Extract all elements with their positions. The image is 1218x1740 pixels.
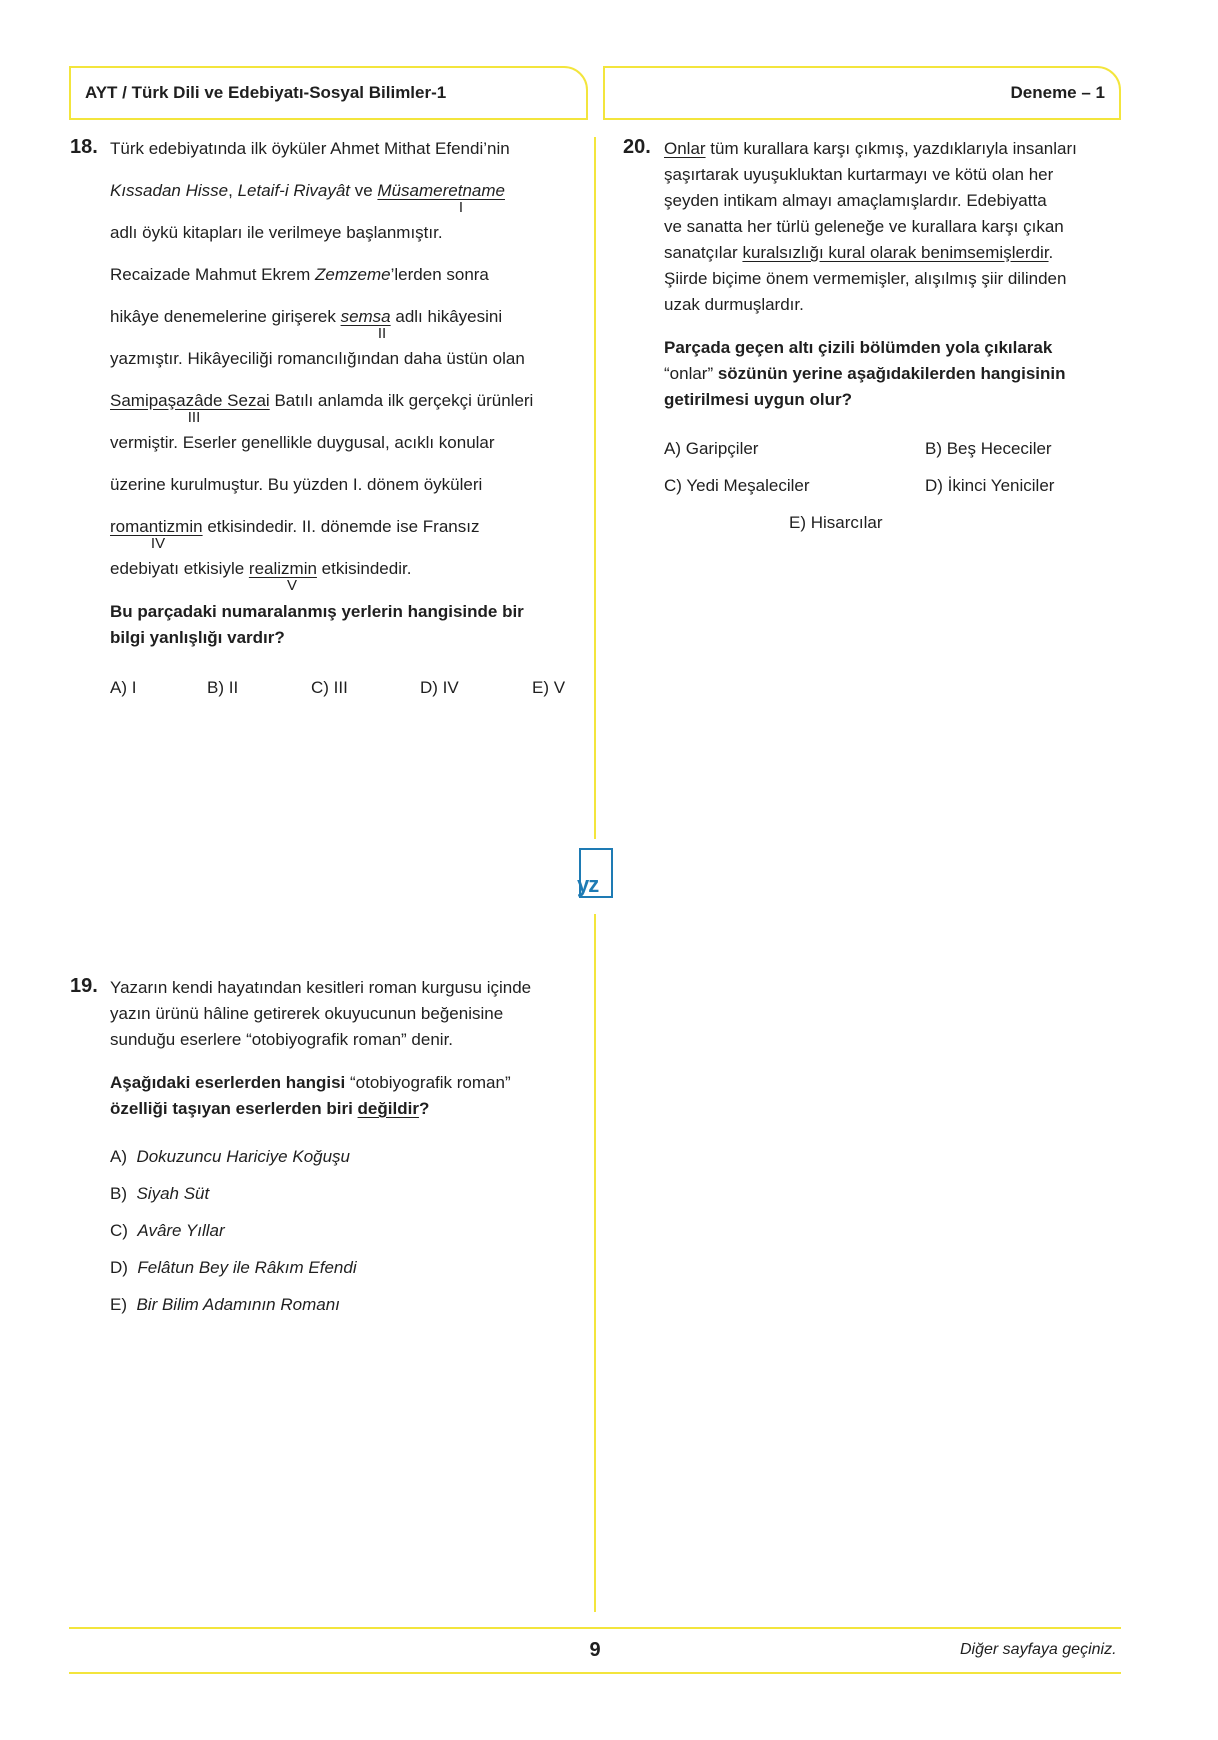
q20-question: getirilmesi uygun olur? — [664, 390, 852, 409]
q20-line: Şiirde biçime önem vermemişler, alışılmış şiir dilinden — [664, 269, 1067, 288]
answer-option[interactable]: E) V — [532, 678, 566, 697]
question-number: 18. — [70, 136, 98, 158]
exam-label: Deneme – 1 — [1010, 83, 1105, 102]
q20-text: tüm kurallara karşı çıkmış, yazdıklarıyla insanları — [705, 139, 1077, 158]
underlined-subject: Onlar — [664, 139, 706, 158]
q20-question — [664, 364, 1066, 384]
q20-text: . — [1048, 243, 1054, 262]
marker-iii: III — [187, 409, 201, 426]
q18-text: etkisindedir. II. dönemde ise Fransız — [202, 517, 480, 536]
q19-question — [110, 1073, 511, 1093]
q18-text: ’lerden sonra — [390, 265, 489, 284]
q20-text: sanatçılar — [664, 243, 743, 262]
answer-option[interactable]: A) Garipçiler — [664, 439, 759, 458]
q18-line: Türk edebiyatında ilk öyküler Ahmet Mithat Efendi’nin — [110, 139, 510, 158]
option-letter: D) — [110, 1258, 128, 1277]
marker-iv: IV — [150, 535, 166, 552]
q18-line — [110, 307, 502, 327]
q18-line — [110, 265, 489, 285]
option-letter: E) — [110, 1295, 127, 1314]
q20-line: uzak durmuşlardır. — [664, 295, 804, 314]
q20-line: şeyden intikam almayı amaçlamışlardır. Edebiyatta — [664, 191, 1047, 210]
answer-option[interactable]: B) II — [207, 678, 239, 697]
answer-option[interactable] — [110, 1221, 225, 1241]
q18-line: vermiştir. Eserler genellikle duygusal, acıklı konular — [110, 433, 495, 452]
next-page-note: Diğer sayfaya geçiniz. — [960, 1641, 1117, 1658]
q18-line — [110, 559, 411, 579]
q19-line: sunduğu eserlere “otobiyografik roman” denir. — [110, 1030, 454, 1049]
q20-question: Parçada geçen altı çizili bölümden yola çıkılarak — [664, 338, 1053, 357]
q18-text: adlı hikâyesini — [390, 307, 503, 326]
q19-question — [110, 1099, 429, 1119]
q18-line: yazmıştır. Hikâyeciliği romancılığından daha üstün olan — [110, 349, 525, 368]
q18-text: Batılı anlamda ilk gerçekçi ürünleri — [269, 391, 534, 410]
footer-line-bottom — [69, 1672, 1121, 1674]
q18-text: , — [228, 181, 238, 200]
option-text: Siyah Süt — [136, 1184, 210, 1203]
answer-option[interactable]: D) İkinci Yeniciler — [925, 476, 1055, 495]
underlined-term: realizmin — [248, 559, 317, 578]
marker-v: V — [286, 577, 297, 594]
q18-question: Bu parçadaki numaralanmış yerlerin hangisinde bir — [110, 602, 524, 621]
option-text: Dokuzuncu Hariciye Koğuşu — [136, 1147, 351, 1166]
answer-option[interactable]: D) IV — [420, 678, 459, 697]
underlined-book-title: Müsameretname — [377, 181, 505, 200]
q18-line — [110, 391, 533, 411]
q18-text: hikâye denemelerine girişerek — [110, 307, 341, 326]
answer-option[interactable] — [110, 1295, 340, 1315]
q18-text: Recaizade Mahmut Ekrem — [110, 265, 316, 284]
option-text: Felâtun Bey ile Râkım Efendi — [137, 1258, 357, 1277]
q20-question-text: “onlar” — [664, 364, 714, 383]
underlined-term: romantizmin — [110, 517, 203, 536]
option-text: Avâre Yıllar — [137, 1221, 225, 1240]
answer-option[interactable]: C) Yedi Meşaleciler — [664, 476, 810, 495]
q18-text: etkisindedir. — [316, 559, 412, 578]
option-letter: C) — [110, 1221, 128, 1240]
q18-question: bilgi yanlışlığı vardır? — [110, 628, 285, 647]
q18-line — [110, 181, 505, 201]
q18-text: ve — [350, 181, 378, 200]
logo-text: yz — [577, 872, 599, 897]
q20-line: şaşırtarak uyuşukluktan kurtarmayı ve kötü olan her — [664, 165, 1054, 184]
q18-line: adlı öykü kitapları ile verilmeye başlanmıştır. — [110, 223, 443, 242]
option-letter: A) — [110, 1147, 127, 1166]
column-divider-top — [594, 137, 596, 839]
marker-i: I — [458, 199, 464, 216]
header-right-box — [603, 66, 1121, 120]
q19-line: yazın ürünü hâline getirerek okuyucunun beğenisine — [110, 1004, 504, 1023]
q19-question-bold: Aşağıdaki eserlerden hangisi — [110, 1073, 346, 1092]
answer-option[interactable] — [110, 1147, 350, 1167]
option-letter: B) — [110, 1184, 127, 1203]
answer-option[interactable] — [110, 1258, 357, 1278]
q18-text: edebiyatı etkisiyle — [110, 559, 249, 578]
book-title: Letaif-i Rivayât — [237, 181, 351, 200]
q19-question-bold: ? — [418, 1099, 430, 1118]
exam-title: AYT / Türk Dili ve Edebiyatı-Sosyal Bilimler-1 — [85, 83, 447, 102]
footer-line-top — [69, 1627, 1121, 1629]
q20-line: ve sanatta her türlü geleneğe ve kurallara karşı çıkan — [664, 217, 1064, 236]
publisher-logo — [575, 848, 615, 900]
q20-line — [664, 243, 1053, 263]
underlined-story-title: semsa — [340, 307, 391, 326]
header-left-box — [69, 66, 588, 120]
marker-ii: II — [377, 325, 387, 342]
answer-option[interactable]: C) III — [311, 678, 348, 697]
page-number: 9 — [589, 1639, 601, 1661]
q18-line: üzerine kurulmuştur. Bu yüzden I. dönem öyküleri — [110, 475, 483, 494]
book-title: Zemzeme — [315, 265, 391, 284]
q20-question-bold: sözünün yerine aşağıdakilerden hangisinin — [713, 364, 1066, 383]
q19-line: Yazarın kendi hayatından kesitleri roman kurgusu içinde — [110, 978, 532, 997]
column-divider-bottom — [594, 914, 596, 1612]
underlined-phrase: kuralsızlığı kural olarak benimsemişlerdir — [742, 243, 1049, 262]
underlined-negation: değildir — [357, 1099, 419, 1118]
answer-option[interactable]: A) I — [110, 678, 137, 697]
q19-question-bold: özelliği taşıyan eserlerden biri — [110, 1099, 358, 1118]
question-number: 20. — [623, 136, 651, 158]
answer-option[interactable] — [110, 1184, 209, 1204]
underlined-author: Samipaşazâde Sezai — [110, 391, 270, 410]
q19-question-text: “otobiyografik roman” — [345, 1073, 511, 1092]
option-text: Bir Bilim Adamının Romanı — [136, 1295, 340, 1314]
q18-line — [110, 517, 479, 537]
question-number: 19. — [70, 975, 98, 997]
answer-option[interactable]: E) Hisarcılar — [789, 513, 883, 532]
book-title: Kıssadan Hisse — [110, 181, 229, 200]
q20-line — [664, 139, 1077, 159]
answer-option[interactable]: B) Beş Hececiler — [925, 439, 1052, 458]
